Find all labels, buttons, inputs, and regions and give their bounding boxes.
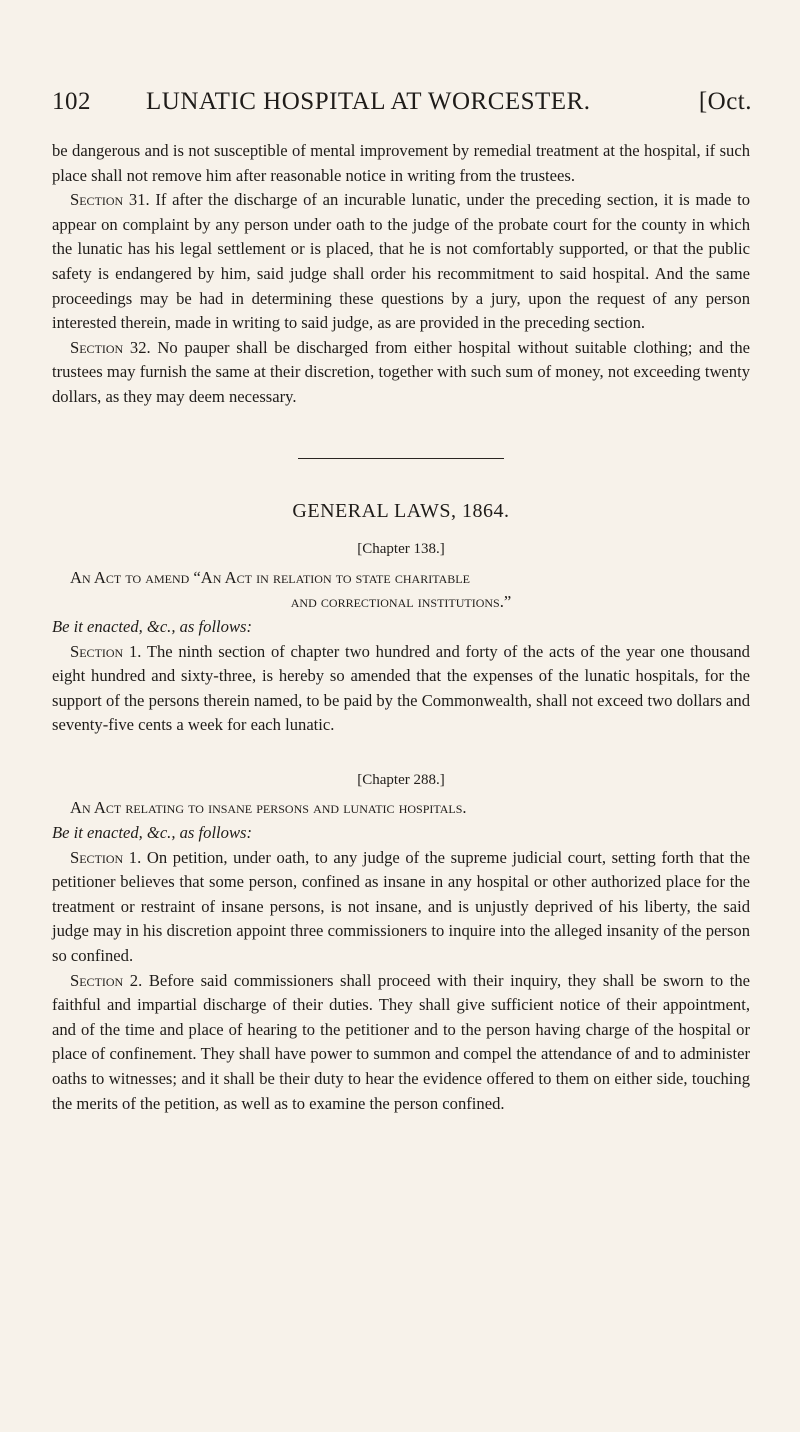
running-header: [52, 88, 752, 122]
page-number: 102: [52, 88, 91, 115]
spacer: [52, 738, 750, 768]
chapter-288-section-2-label: Section 2.: [70, 970, 143, 990]
section-30-continuation: be dangerous and is not susceptible of mental improvement by remedial treatment at the hospital, if such place shall not remove him after reasonable notice in writing from the trustees.: [52, 141, 750, 185]
chapter-138-section-1-text: The ninth section of chapter two hundred and forty of the acts of the year one thousand eight hundred and sixty-three, is hereby so amended that the expenses of the lunatic hospitals, for the support of the persons therein named, to be paid by the Commonwealth, shall not exceed two dollars and seventy-five cents a week for each lunatic.: [52, 641, 750, 735]
section-32-label: Section 32.: [70, 337, 151, 357]
running-title: LUNATIC HOSPITAL AT WORCESTER.: [146, 88, 591, 115]
section-31-label: Section 31.: [70, 190, 150, 210]
chapter-138-section-1-label: Section 1.: [70, 641, 142, 661]
chapter-288-section-1: [52, 846, 750, 969]
section-divider: [298, 458, 504, 459]
section-32: [52, 336, 750, 410]
chapter-288-section-1-text: On petition, under oath, to any judge of the supreme judicial court, setting forth that the petitioner believes that some person, confined as insane in any hospital or other authorized place for the treatment or restraint of insane persons, is not insane, and is unjustly deprived of his liberty, the said judge may in his discretion appoint three commissioners to inquire into the alleged insanity of the person so confined.: [52, 847, 750, 966]
chapter-288-enacting-clause: Be it enacted, &c., as follows:: [52, 823, 253, 843]
chapter-288-act-title: An Act relating to insane persons and lunatic hospitals.: [70, 798, 467, 818]
chapter-138-enacting-clause: Be it enacted, &c., as follows:: [52, 616, 253, 636]
section-31: [52, 188, 750, 336]
chapter-138-section-1: [52, 640, 750, 738]
chapter-288-section-2: [52, 969, 750, 1117]
page-body: [52, 139, 750, 1116]
section-31-text: If after the discharge of an incurable lunatic, under the preceding section, it is made to appear on complaint by any person under oath to the judge of the probate court for the county in which the lunatic has his legal settlement or is placed, that he is not comfortably supported, or that the public safety is endangered by him, said judge shall order his recommitment to said hospital. And the same proceedings may be had in determining these questions by a jury, upon the request of any person interested therein, made in writing to said judge, as are provided in the preceding section.: [52, 190, 750, 333]
chapter-138-heading: [Chapter 138.]: [357, 541, 445, 558]
header-month: [Oct.: [698, 88, 752, 115]
chapter-288-heading: [Chapter 288.]: [357, 771, 445, 788]
chapter-138-act-title: An Act to amend “An Act in relation to state charitable: [70, 567, 470, 587]
chapter-138-act-title-cont: and correctional institutions.”: [290, 592, 512, 612]
chapter-288-section-2-text: Before said commissioners shall proceed with their inquiry, they shall be sworn to the faithful and impartial discharge of their duties. They shall give sufficient notice of their appointment, and of the time and place of hearing to the petitioner and to the person having charge of the hospital or place of confinement. They shall have power to summon and compel the attendance of and to administer oaths to witnesses; and it shall be their duty to hear the evidence offered to them on either side, touching the merits of the petition, as well as to examine the person confined.: [52, 970, 750, 1113]
general-laws-title: GENERAL LAWS, 1864.: [292, 499, 510, 522]
chapter-288-section-1-label: Section 1.: [70, 847, 142, 867]
section-32-text: No pauper shall be discharged from either hospital without suitable clothing; and the trustees may furnish the same at their discretion, together with such sum of money, not exceeding twenty dollars, as they may deem necessary.: [52, 337, 750, 406]
